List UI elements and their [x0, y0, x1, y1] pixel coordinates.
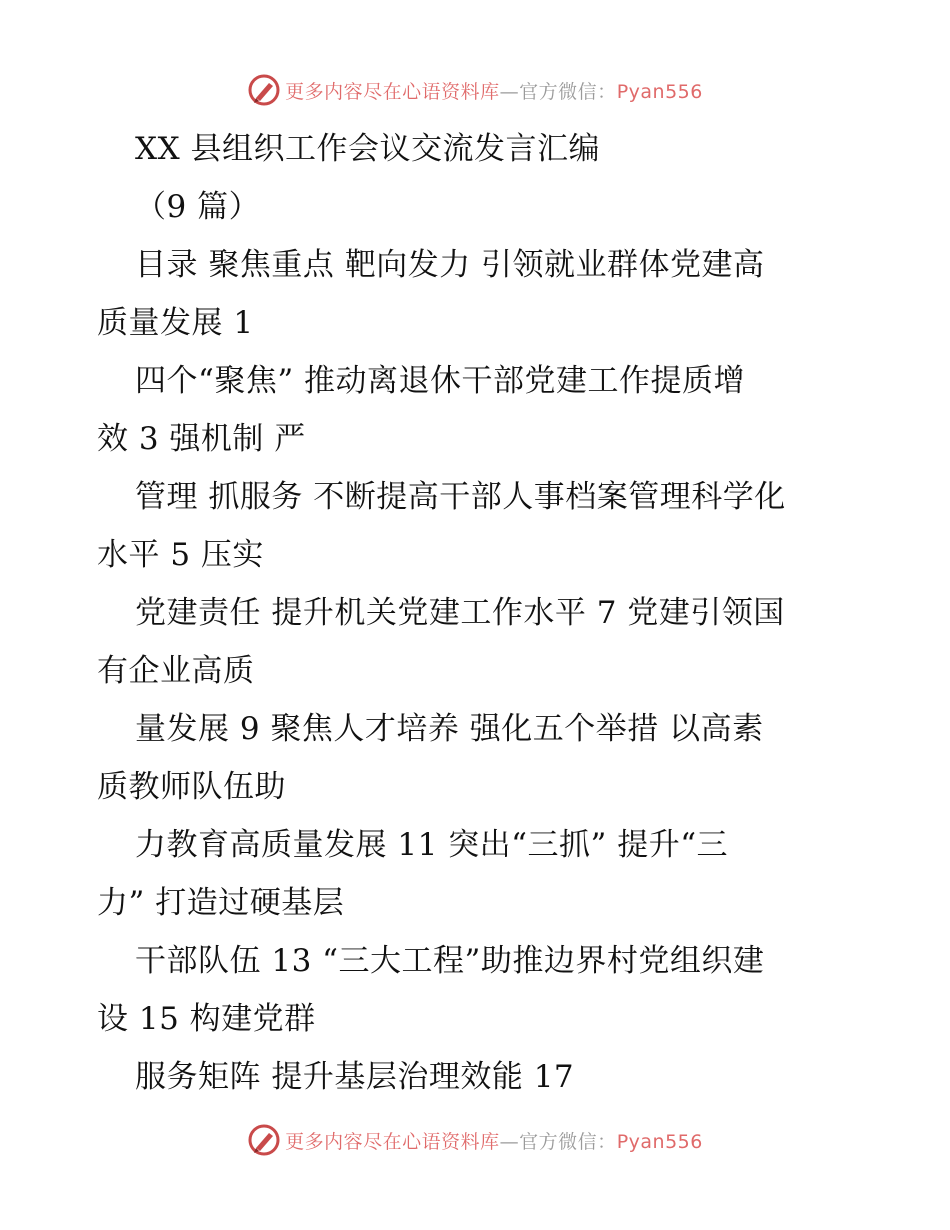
- watermark-label: 官方微信：: [519, 80, 617, 103]
- document-line: 有企业高质: [97, 653, 255, 689]
- document-line: 水平 5 压实: [97, 537, 264, 573]
- document-line: 质教师队伍助: [97, 769, 286, 805]
- watermark-label: 官方微信：: [519, 1130, 617, 1153]
- watermark-footer: [0, 1120, 950, 1160]
- watermark-dash: —: [499, 80, 520, 103]
- document-line: 干部队伍 13 “三大工程”助推边界村党组织建: [135, 943, 765, 979]
- watermark-main: 更多内容尽在心语资料库: [285, 80, 500, 103]
- document-line: 力” 打造过硬基层: [97, 885, 345, 921]
- document-body: [97, 120, 857, 1106]
- watermark-id: Pyan556: [616, 80, 703, 103]
- document-line: 四个“聚焦” 推动离退休干部党建工作提质增: [135, 363, 746, 399]
- document-line: 量发展 9 聚焦人才培养 强化五个举措 以高素: [135, 711, 764, 747]
- document-line: （9 篇）: [135, 189, 261, 225]
- document-line: 党建责任 提升机关党建工作水平 7 党建引领国: [135, 595, 785, 631]
- document-line: 管理 抓服务 不断提高干部人事档案管理科学化: [135, 479, 786, 515]
- document-line: 服务矩阵 提升基层治理效能 17: [135, 1059, 575, 1095]
- document-line: 质量发展 1: [97, 305, 254, 341]
- watermark-text: [285, 77, 703, 104]
- document-line: 力教育高质量发展 11 突出“三抓” 提升“三: [135, 827, 729, 863]
- pen-logo-icon: [247, 73, 281, 107]
- document-line: 目录 聚焦重点 靶向发力 引领就业群体党建高: [135, 247, 765, 283]
- document-line: XX 县组织工作会议交流发言汇编: [135, 131, 600, 167]
- watermark-id: Pyan556: [616, 1130, 703, 1153]
- document-line: 效 3 强机制 严: [97, 421, 306, 457]
- watermark-header: [0, 70, 950, 110]
- document-line: 设 15 构建党群: [97, 1001, 316, 1037]
- watermark-main: 更多内容尽在心语资料库: [285, 1130, 500, 1153]
- watermark-text: [285, 1127, 703, 1154]
- watermark-dash: —: [499, 1130, 520, 1153]
- pen-logo-icon: [247, 1123, 281, 1157]
